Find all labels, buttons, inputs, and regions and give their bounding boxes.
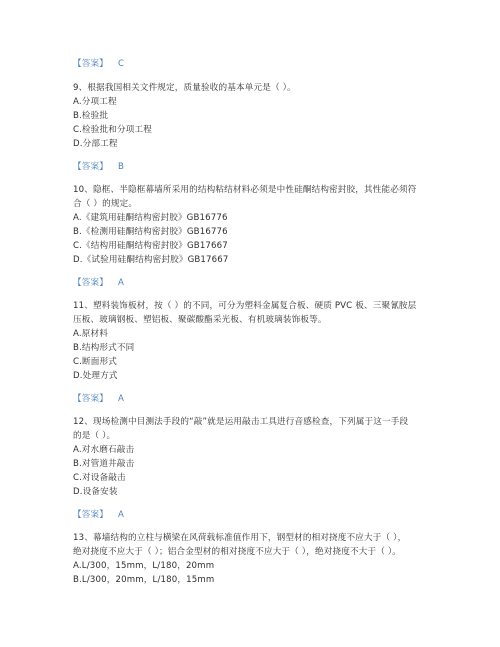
option-a: A.分项工程 bbox=[73, 97, 117, 107]
option-a: A.《建筑用硅酮结构密封胶》GB16776 bbox=[73, 213, 228, 223]
question-text-cont: 的是（ ）。 bbox=[73, 431, 116, 441]
answer-line bbox=[73, 509, 124, 521]
question-text: 13、幕墙结构的立柱与横梁在风荷载标准值作用下，钢型材的相对挠度不应大于（ ）， bbox=[73, 533, 407, 543]
question-text-cont: 合（ ）的规定。 bbox=[73, 199, 138, 209]
answer-value: A bbox=[117, 394, 125, 404]
answer-label: 【答案】 bbox=[73, 278, 108, 288]
option-a: A.原材料 bbox=[73, 329, 108, 339]
answer-label: 【答案】 bbox=[73, 162, 108, 172]
answer-line bbox=[73, 393, 124, 405]
option-b: B.L/300，20mm，L/180，15mm bbox=[73, 575, 215, 585]
option-a: A.对水磨石敲击 bbox=[73, 445, 135, 455]
answer-label: 【答案】 bbox=[73, 394, 108, 404]
answer-label: 【答案】 bbox=[73, 59, 108, 69]
answer-line bbox=[73, 161, 124, 173]
option-d: D.处理方式 bbox=[73, 371, 118, 381]
question-text: 10、隐框、半隐框幕墙所采用的结构粘结材料必须是中性硅酮结构密封胶，其性能必须符 bbox=[73, 185, 417, 195]
option-b: B.结构形式不同 bbox=[73, 343, 135, 353]
question-text: 9、根据我国相关文件规定，质量验收的基本单元是（ ）。 bbox=[73, 83, 296, 93]
answer-value: B bbox=[117, 162, 125, 172]
option-c: C.断面形式 bbox=[73, 357, 118, 367]
option-b: B.检验批 bbox=[73, 111, 109, 121]
option-d: D.设备安装 bbox=[73, 487, 118, 497]
answer-value: A bbox=[117, 510, 125, 520]
option-c: C.检验批和分项工程 bbox=[73, 125, 152, 135]
question-text: 12、现场检测中目测法手段的“敲”就是运用敲击工具进行音感检查，下列属于这一手段 bbox=[73, 417, 409, 427]
answer-value: A bbox=[117, 278, 125, 288]
question-text: 11、塑料装饰板材，按（ ）的不同，可分为塑料金属复合板、硬质 PVC 板、三聚氰胺层 bbox=[73, 301, 417, 311]
question-text-cont: 压板、玻璃钢板、塑铝板、聚碳酸酯采光板、有机玻璃装饰板等。 bbox=[73, 315, 327, 325]
option-d: D.分部工程 bbox=[73, 139, 118, 149]
option-d: D.《试验用硅酮结构密封胶》GB17667 bbox=[73, 255, 229, 265]
option-b: B.对管道井敲击 bbox=[73, 459, 135, 469]
answer-line bbox=[73, 277, 124, 289]
question-text-cont: 绝对挠度不应大于（ ）；铝合金型材的相对挠度不应大于（ ），绝对挠度不大于（ ）。 bbox=[73, 547, 402, 557]
answer-line bbox=[73, 58, 124, 70]
option-b: B.《检测用硅酮结构密封胶》GB16776 bbox=[73, 227, 228, 237]
answer-value: C bbox=[117, 59, 125, 69]
answer-label: 【答案】 bbox=[73, 510, 108, 520]
option-a: A.L/300，15mm，L/180，20mm bbox=[73, 561, 215, 571]
option-c: C.对设备敲击 bbox=[73, 473, 126, 483]
option-c: C.《结构用硅酮结构密封胶》GB17667 bbox=[73, 241, 228, 251]
